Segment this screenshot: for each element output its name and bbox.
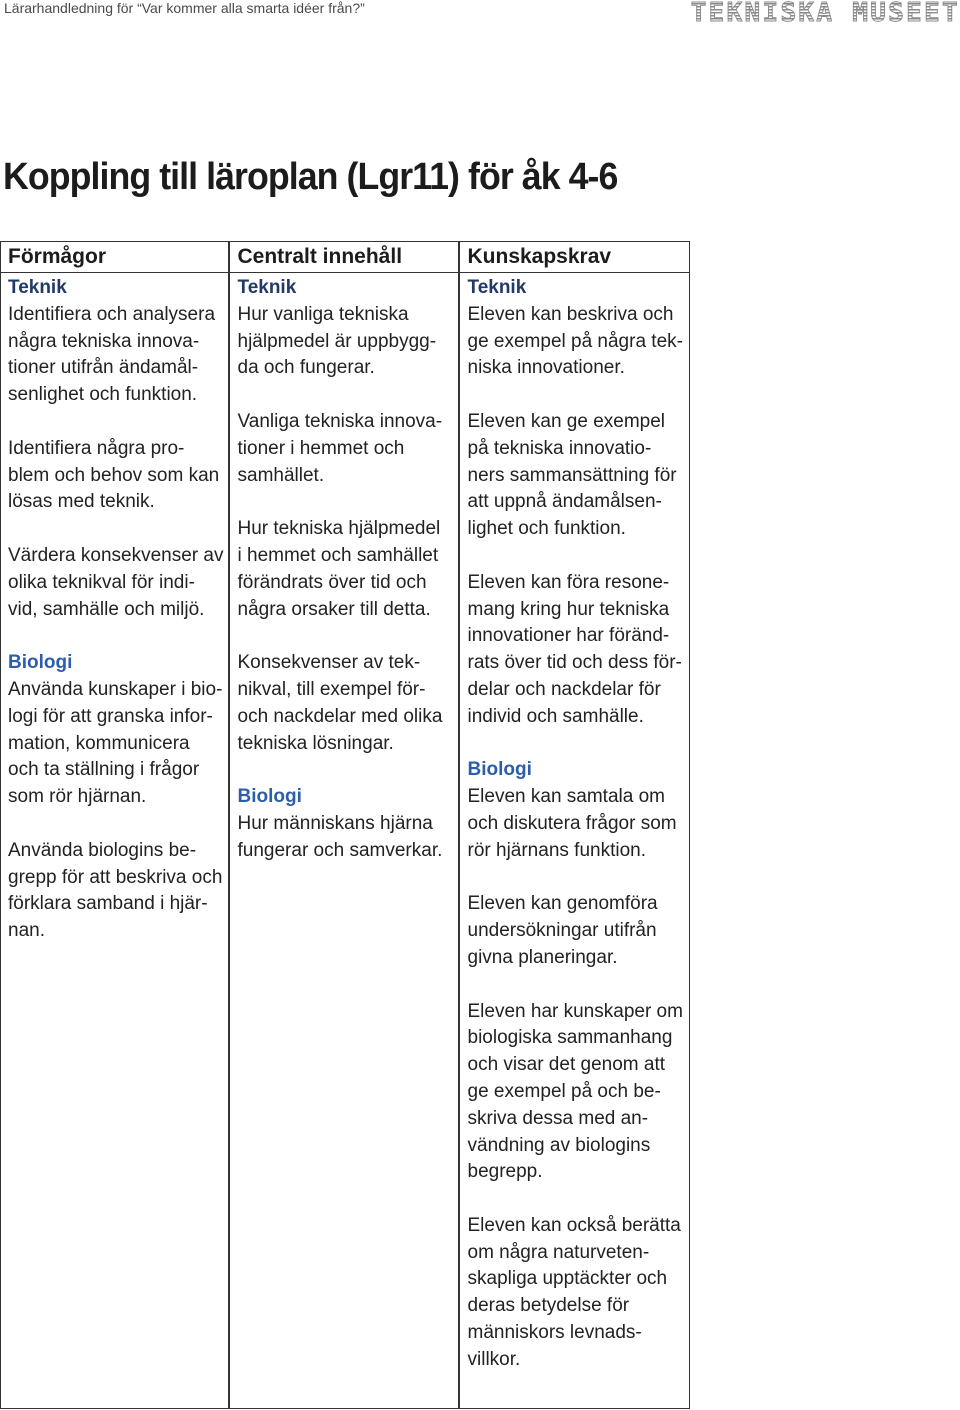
text-line: Eleven har kunskaper om — [467, 1000, 683, 1022]
column-body-centralt-innehall — [229, 273, 459, 865]
text-line: rör hjärnans funktion. — [467, 839, 646, 861]
paragraph — [238, 811, 459, 865]
text-line: nikval, till exempel för- — [237, 678, 426, 700]
subject-heading: Teknik — [8, 277, 67, 298]
text-line: Använda biologins be- — [8, 839, 197, 861]
text-line: delar och nackdelar för — [467, 678, 661, 700]
text-line: Identifiera några pro- — [8, 437, 185, 459]
paragraph — [468, 409, 690, 543]
paragraph — [8, 838, 229, 945]
text-line: Eleven kan ge exempel — [467, 410, 666, 432]
subject-section-teknik — [468, 275, 690, 731]
column-body-kunskapskrav — [459, 273, 689, 1374]
text-line: hjälpmedel är uppbygg- — [237, 330, 437, 352]
column-kunskapskrav — [458, 241, 690, 1409]
text-line: förändrats över tid och — [237, 571, 427, 593]
text-line: Värdera konsekvenser av — [8, 544, 224, 566]
text-line: senlighet och funktion. — [8, 384, 198, 406]
text-line: ners sammansättning för — [467, 464, 677, 486]
text-line: Eleven kan också berätta — [467, 1214, 681, 1236]
paragraph — [8, 436, 229, 516]
text-line: Hur vanliga tekniska — [237, 303, 409, 325]
text-line: begrepp. — [467, 1161, 543, 1183]
subject-section-biologi — [238, 784, 459, 864]
text-line: några tekniska innova- — [8, 330, 200, 352]
text-line: blem och behov som kan — [8, 464, 220, 486]
text-line: Hur människans hjärna — [237, 812, 433, 834]
paragraph — [468, 1213, 690, 1374]
text-line: Använda kunskaper i bio- — [8, 678, 223, 700]
paragraph — [8, 543, 229, 623]
column-heading-kunskapskrav: Kunskapskrav — [459, 242, 689, 273]
text-line: Eleven kan samtala om — [467, 786, 665, 808]
text-line: tioner utifrån ändamål- — [8, 357, 199, 379]
text-line: Eleven kan genomföra — [467, 893, 658, 915]
text-line: Eleven kan föra resone- — [467, 571, 670, 593]
text-line: och visar det genom att — [467, 1054, 665, 1076]
subject-section-biologi — [468, 757, 690, 1373]
text-line: i hemmet och samhället — [237, 544, 439, 566]
text-line: skriva dessa med an- — [467, 1107, 649, 1129]
tekniska-museet-logo: TEKNISKA MUSEET — [690, 0, 960, 28]
text-line: biologiska sammanhang — [467, 1027, 673, 1049]
text-line: mation, kommunicera — [8, 732, 190, 754]
text-line: på tekniska innovatio- — [467, 437, 652, 459]
text-line: om några naturveten- — [467, 1241, 650, 1263]
page-title: Koppling till läroplan (Lgr11) för åk 4-6 — [3, 156, 618, 198]
column-formagor — [0, 241, 230, 1409]
text-line: och ta ställning i frågor — [8, 759, 200, 781]
subject-heading: Biologi — [8, 652, 73, 674]
text-line: att uppnå ändamålsen- — [467, 491, 662, 513]
text-line: villkor. — [467, 1348, 521, 1370]
text-line: tekniska lösningar. — [237, 732, 394, 754]
text-line: människors levnads- — [467, 1322, 642, 1344]
text-line: fungerar och samverkar. — [237, 839, 443, 861]
text-line: grepp för att beskriva och — [8, 866, 223, 888]
text-line: som rör hjärnan. — [8, 786, 147, 808]
text-line: deras betydelse för — [467, 1295, 630, 1317]
text-line: innovationer har föränd- — [467, 625, 670, 647]
text-line: Identifiera och analysera — [8, 303, 216, 325]
text-line: några orsaker till detta. — [237, 598, 431, 620]
subject-heading: Teknik — [467, 277, 527, 298]
text-line: Eleven kan beskriva och — [467, 303, 674, 325]
text-line: lösas med teknik. — [8, 491, 155, 513]
text-line: lighet och funktion. — [467, 518, 626, 540]
text-line: rats över tid och dess för- — [467, 652, 682, 674]
text-line: olika teknikval för indi- — [8, 571, 195, 593]
paragraph — [238, 409, 459, 489]
text-line: Konsekvenser av tek- — [237, 652, 421, 674]
text-line: och diskutera frågor som — [467, 812, 677, 834]
curriculum-table — [0, 241, 690, 1409]
text-line: individ och samhälle. — [467, 705, 644, 727]
text-line: vid, samhälle och miljö. — [8, 598, 205, 620]
text-line: niska innovationer. — [467, 357, 625, 379]
column-heading-formagor: Förmågor — [1, 242, 229, 273]
paragraph — [238, 302, 459, 382]
paragraph — [8, 677, 229, 811]
paragraph — [468, 891, 690, 971]
subject-section-biologi — [8, 650, 229, 945]
subject-section-teknik — [8, 275, 229, 623]
text-line: undersökningar utifrån — [467, 920, 657, 942]
text-line: nan. — [8, 920, 45, 942]
subject-heading: Biologi — [467, 759, 532, 781]
text-line: förklara samband i hjär- — [8, 893, 208, 915]
paragraph — [8, 302, 229, 409]
text-line: givna planeringar. — [467, 946, 618, 968]
text-line: ge exempel på och be- — [467, 1080, 661, 1102]
column-heading-centralt-innehall: Centralt innehåll — [229, 242, 459, 273]
text-line: tioner i hemmet och — [237, 437, 405, 459]
paragraph — [238, 650, 459, 757]
guide-title: Lärarhandledning för “Var kommer alla smarta idéer från?” — [4, 0, 365, 16]
paragraph — [238, 516, 459, 623]
column-body-formagor — [1, 273, 229, 945]
text-line: logi för att granska infor- — [8, 705, 213, 727]
text-line: vändning av biologins — [467, 1134, 651, 1156]
paragraph — [468, 999, 690, 1187]
text-line: samhället. — [237, 464, 325, 486]
text-line: ge exempel på några tek- — [467, 330, 683, 352]
text-line: Hur tekniska hjälpmedel — [237, 518, 441, 540]
subject-heading: Biologi — [237, 786, 302, 808]
text-line: skapliga upptäckter och — [467, 1268, 668, 1290]
text-line: och nackdelar med olika — [237, 705, 443, 727]
subject-section-teknik — [238, 275, 459, 757]
paragraph — [468, 784, 690, 864]
text-line: Vanliga tekniska innova- — [237, 410, 443, 432]
paragraph — [468, 570, 690, 731]
column-centralt-innehall — [228, 241, 460, 1409]
paragraph — [468, 302, 690, 382]
text-line: da och fungerar. — [237, 357, 375, 379]
subject-heading: Teknik — [237, 277, 297, 298]
text-line: mang kring hur tekniska — [467, 598, 670, 620]
